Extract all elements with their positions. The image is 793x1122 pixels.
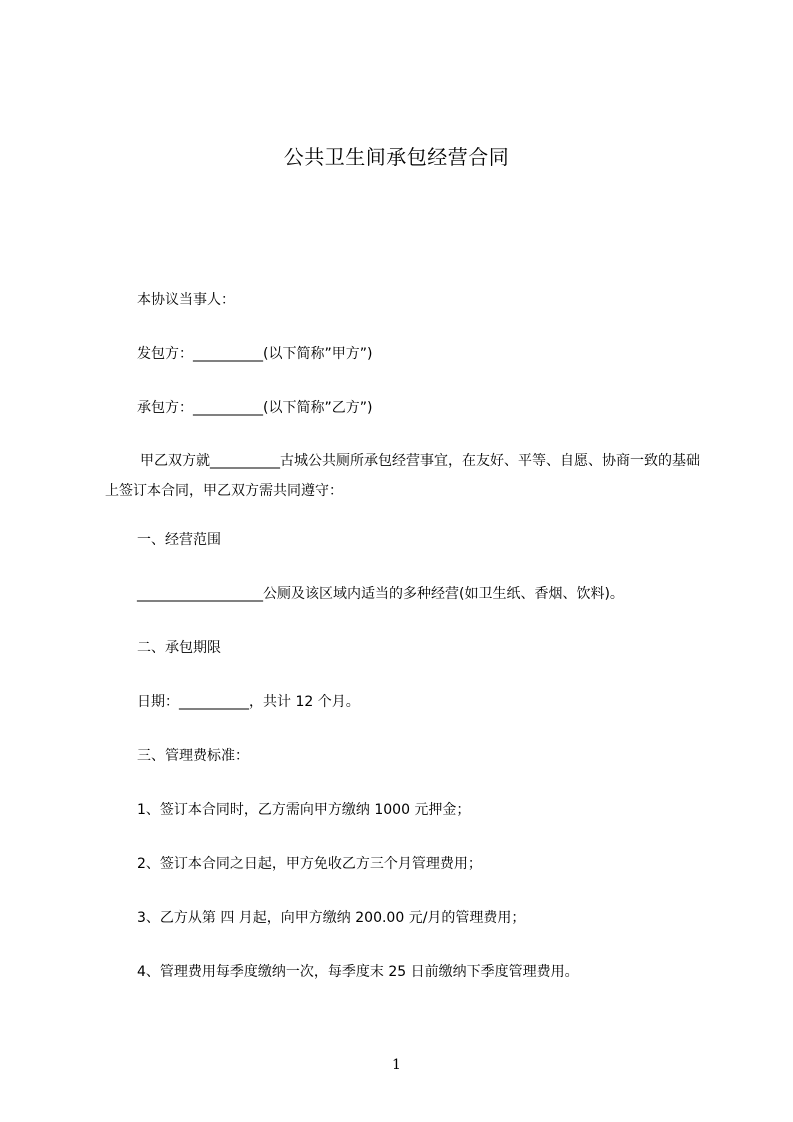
section1-text: __________________公厕及该区域内适当的多种经营(如卫生纸、香烟、饮料)。 (137, 586, 624, 602)
section3-item: 4、管理费用每季度缴纳一次，每季度末 25 日前缴纳下季度管理费用。 (137, 964, 579, 980)
page-title: 公共卫生间承包经营合同 (283, 145, 510, 169)
section3-item: 3、乙方从第 四 月起，向甲方缴纳 200.00 元/月的管理费用； (137, 910, 526, 926)
section3-heading: 三、管理费标准： (137, 748, 249, 764)
section1-heading: 一、经营范围 (137, 532, 221, 548)
party-a-line: 发包方：__________(以下简称”甲方”) (137, 346, 373, 362)
page-number: 1 (392, 1057, 401, 1073)
parties-intro: 本协议当事人： (137, 292, 235, 308)
section3-item: 2、签订本合同之日起，甲方免收乙方三个月管理费用； (137, 856, 482, 872)
section2-heading: 二、承包期限 (137, 640, 221, 656)
preamble-paragraph: 甲乙双方就__________古城公共厕所承包经营事宜，在友好、平等、自愿、协商一致的基础上签订本合同，甲乙双方需共同遵守： (105, 453, 700, 499)
party-b-line: 承包方：__________(以下简称”乙方”) (137, 400, 373, 416)
section3-item: 1、签订本合同时，乙方需向甲方缴纳 1000 元押金； (137, 802, 471, 818)
section2-text: 日期：__________，共计 12 个月。 (137, 694, 360, 710)
